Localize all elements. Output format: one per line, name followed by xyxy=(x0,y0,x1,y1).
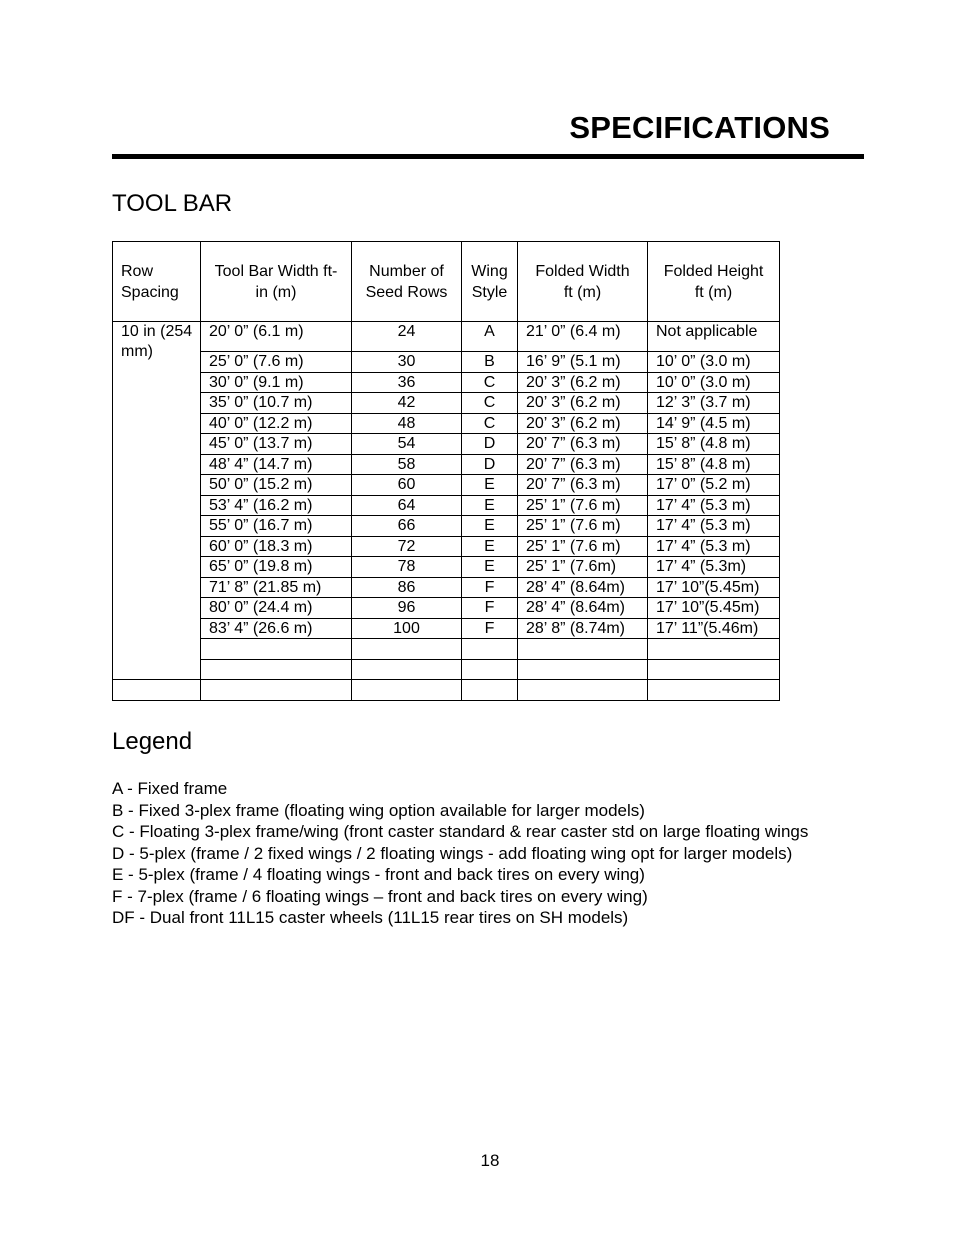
blank-cell xyxy=(462,659,518,680)
wing-style-cell: E xyxy=(462,536,518,557)
wing-style-cell: B xyxy=(462,352,518,373)
blank-row xyxy=(113,659,780,680)
blank-cell xyxy=(352,680,462,701)
folded-width-cell: 25’ 1” (7.6m) xyxy=(518,557,648,578)
blank-cell xyxy=(518,639,648,660)
table-row xyxy=(113,475,780,496)
seed-rows-cell: 72 xyxy=(352,536,462,557)
blank-cell xyxy=(462,639,518,660)
seed-rows-cell: 48 xyxy=(352,413,462,434)
page-title: SPECIFICATIONS xyxy=(569,110,830,145)
table-row xyxy=(113,516,780,537)
legend-list xyxy=(112,778,842,929)
folded-height-cell: 17’ 10”(5.45m) xyxy=(648,577,780,598)
folded-width-cell: 20’ 7” (6.3 m) xyxy=(518,434,648,455)
header-tool-bar-width: Tool Bar Width ft-in (m) xyxy=(201,242,352,322)
folded-width-cell: 20’ 3” (6.2 m) xyxy=(518,372,648,393)
blank-row xyxy=(113,680,780,701)
wing-style-cell: D xyxy=(462,434,518,455)
blank-row xyxy=(113,639,780,660)
folded-height-cell: 15’ 8” (4.8 m) xyxy=(648,434,780,455)
wing-style-cell: A xyxy=(462,322,518,352)
tool-bar-width-cell: 25’ 0” (7.6 m) xyxy=(201,352,352,373)
blank-cell xyxy=(462,680,518,701)
wing-style-cell: F xyxy=(462,618,518,639)
wing-style-cell: C xyxy=(462,372,518,393)
seed-rows-cell: 96 xyxy=(352,598,462,619)
seed-rows-cell: 60 xyxy=(352,475,462,496)
blank-cell xyxy=(352,639,462,660)
page-number: 18 xyxy=(480,1151,500,1170)
legend-item-c: C - Floating 3-plex frame/wing (front caster standard & rear caster std on large floating wings xyxy=(112,822,809,841)
blank-cell xyxy=(518,680,648,701)
folded-width-cell: 20’ 3” (6.2 m) xyxy=(518,393,648,414)
table-row xyxy=(113,495,780,516)
folded-width-cell: 28’ 4” (8.64m) xyxy=(518,598,648,619)
folded-height-cell: 17’ 4” (5.3m) xyxy=(648,557,780,578)
seed-rows-cell: 36 xyxy=(352,372,462,393)
table-row xyxy=(113,454,780,475)
header-wing-style: Wing Style xyxy=(462,242,518,322)
seed-rows-cell: 30 xyxy=(352,352,462,373)
table-row xyxy=(113,413,780,434)
blank-cell xyxy=(113,680,201,701)
folded-width-cell: 20’ 7” (6.3 m) xyxy=(518,454,648,475)
header-seed-rows: Number of Seed Rows xyxy=(352,242,462,322)
seed-rows-cell: 58 xyxy=(352,454,462,475)
folded-width-cell: 28’ 8” (8.74m) xyxy=(518,618,648,639)
tool-bar-width-cell: 50’ 0” (15.2 m) xyxy=(201,475,352,496)
folded-height-cell: 17’ 0” (5.2 m) xyxy=(648,475,780,496)
legend-title: Legend xyxy=(112,728,193,755)
folded-height-cell: 12’ 3” (3.7 m) xyxy=(648,393,780,414)
legend-item-e: E - 5-plex (frame / 4 floating wings - front and back tires on every wing) xyxy=(112,865,645,884)
blank-cell xyxy=(518,659,648,680)
table-row xyxy=(113,393,780,414)
folded-height-cell: 10’ 0” (3.0 m) xyxy=(648,352,780,373)
tool-bar-width-cell: 80’ 0” (24.4 m) xyxy=(201,598,352,619)
folded-width-cell: 25’ 1” (7.6 m) xyxy=(518,495,648,516)
legend-item-b: B - Fixed 3-plex frame (floating wing option available for larger models) xyxy=(112,800,645,820)
header-folded-width: Folded Width ft (m) xyxy=(518,242,648,322)
tool-bar-width-cell: 65’ 0” (19.8 m) xyxy=(201,557,352,578)
wing-style-cell: E xyxy=(462,495,518,516)
folded-width-cell: 21’ 0” (6.4 m) xyxy=(518,322,648,352)
folded-width-cell: 28’ 4” (8.64m) xyxy=(518,577,648,598)
seed-rows-cell: 42 xyxy=(352,393,462,414)
tool-bar-width-cell: 30’ 0” (9.1 m) xyxy=(201,372,352,393)
seed-rows-cell: 24 xyxy=(352,322,462,352)
tool-bar-width-cell: 20’ 0” (6.1 m) xyxy=(201,322,352,352)
table-row xyxy=(113,352,780,373)
folded-width-cell: 20’ 3” (6.2 m) xyxy=(518,413,648,434)
blank-cell xyxy=(201,680,352,701)
table-row xyxy=(113,536,780,557)
tool-bar-width-cell: 48’ 4” (14.7 m) xyxy=(201,454,352,475)
wing-style-cell: E xyxy=(462,557,518,578)
table-row xyxy=(113,434,780,455)
tool-bar-width-cell: 45’ 0” (13.7 m) xyxy=(201,434,352,455)
tool-bar-width-cell: 53’ 4” (16.2 m) xyxy=(201,495,352,516)
folded-height-cell: 17’ 10”(5.45m) xyxy=(648,598,780,619)
blank-cell xyxy=(201,659,352,680)
folded-width-cell: 25’ 1” (7.6 m) xyxy=(518,536,648,557)
header-row-spacing: Row Spacing xyxy=(113,242,201,322)
seed-rows-cell: 78 xyxy=(352,557,462,578)
seed-rows-cell: 64 xyxy=(352,495,462,516)
wing-style-cell: D xyxy=(462,454,518,475)
wing-style-cell: F xyxy=(462,577,518,598)
folded-height-cell: Not applicable xyxy=(648,322,780,352)
folded-width-cell: 20’ 7” (6.3 m) xyxy=(518,475,648,496)
table-row xyxy=(113,598,780,619)
tool-bar-spec-table xyxy=(112,241,780,701)
folded-height-cell: 17’ 4” (5.3 m) xyxy=(648,536,780,557)
table-row xyxy=(113,557,780,578)
seed-rows-cell: 54 xyxy=(352,434,462,455)
folded-width-cell: 16’ 9” (5.1 m) xyxy=(518,352,648,373)
folded-height-cell: 10’ 0” (3.0 m) xyxy=(648,372,780,393)
tool-bar-width-cell: 40’ 0” (12.2 m) xyxy=(201,413,352,434)
table-row xyxy=(113,322,780,352)
section-title-tool-bar: TOOL BAR xyxy=(112,190,233,217)
blank-cell xyxy=(648,659,780,680)
legend-item-df: DF - Dual front 11L15 caster wheels (11L15 rear tires on SH models) xyxy=(112,908,629,927)
row-spacing-cell: 10 in (254 mm) xyxy=(113,322,201,680)
legend-item-a: A - Fixed frame xyxy=(112,779,228,798)
legend-item-f: F - 7-plex (frame / 6 floating wings – front and back tires on every wing) xyxy=(112,886,648,906)
legend-item-d: D - 5-plex (frame / 2 fixed wings / 2 floating wings - add floating wing opt for larger models) xyxy=(112,843,793,863)
blank-cell xyxy=(201,639,352,660)
table-row xyxy=(113,618,780,639)
folded-height-cell: 17’ 11”(5.46m) xyxy=(648,618,780,639)
wing-style-cell: E xyxy=(462,516,518,537)
wing-style-cell: F xyxy=(462,598,518,619)
folded-height-cell: 14’ 9” (4.5 m) xyxy=(648,413,780,434)
wing-style-cell: C xyxy=(462,393,518,414)
seed-rows-cell: 86 xyxy=(352,577,462,598)
folded-height-cell: 17’ 4” (5.3 m) xyxy=(648,516,780,537)
blank-cell xyxy=(352,659,462,680)
table-header-row xyxy=(113,242,780,322)
tool-bar-width-cell: 83’ 4” (26.6 m) xyxy=(201,618,352,639)
wing-style-cell: C xyxy=(462,413,518,434)
tool-bar-width-cell: 35’ 0” (10.7 m) xyxy=(201,393,352,414)
folded-width-cell: 25’ 1” (7.6 m) xyxy=(518,516,648,537)
table-row xyxy=(113,577,780,598)
title-rule xyxy=(112,154,864,159)
blank-cell xyxy=(648,639,780,660)
folded-height-cell: 15’ 8” (4.8 m) xyxy=(648,454,780,475)
table-row xyxy=(113,372,780,393)
wing-style-cell: E xyxy=(462,475,518,496)
tool-bar-width-cell: 60’ 0” (18.3 m) xyxy=(201,536,352,557)
seed-rows-cell: 100 xyxy=(352,618,462,639)
tool-bar-width-cell: 55’ 0” (16.7 m) xyxy=(201,516,352,537)
tool-bar-width-cell: 71’ 8” (21.85 m) xyxy=(201,577,352,598)
blank-cell xyxy=(648,680,780,701)
seed-rows-cell: 66 xyxy=(352,516,462,537)
header-folded-height: Folded Height ft (m) xyxy=(648,242,780,322)
folded-height-cell: 17’ 4” (5.3 m) xyxy=(648,495,780,516)
